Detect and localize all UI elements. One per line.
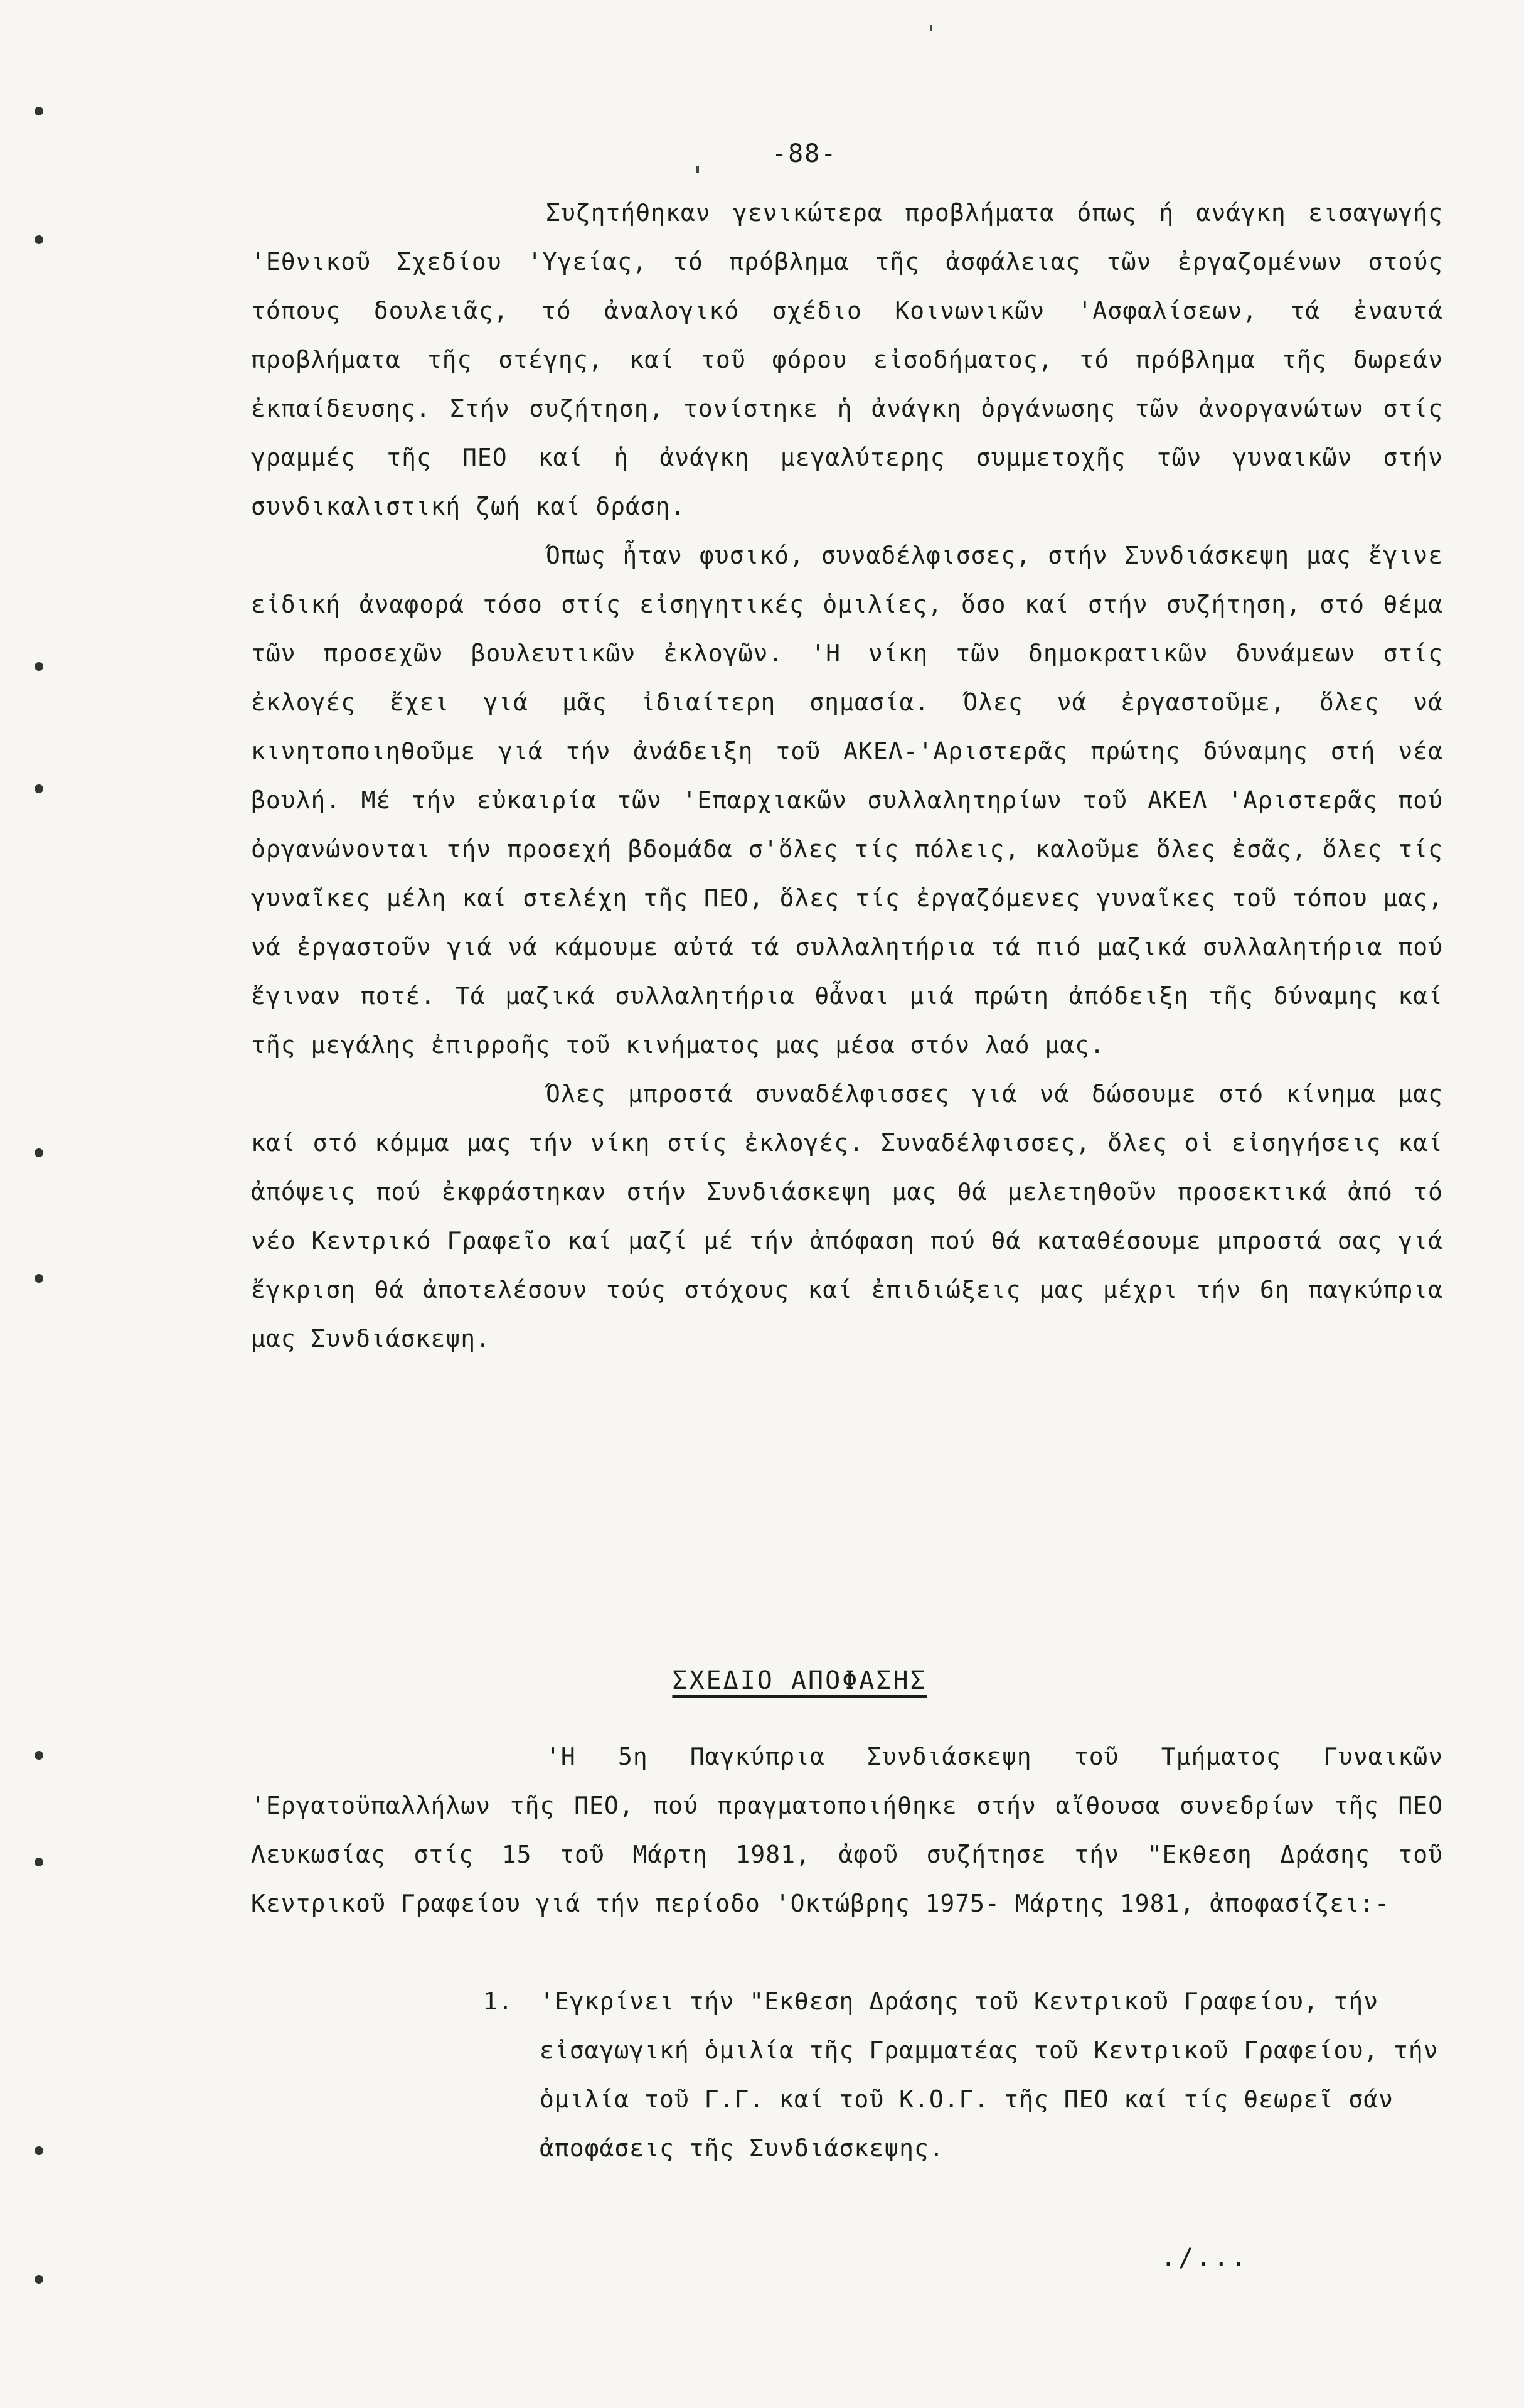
scan-speck: [35, 2275, 43, 2284]
scan-speck: [930, 25, 932, 31]
section-heading: ΣΧΕΔΙΟ ΑΠΟΦΑΣΗΣ: [672, 1666, 927, 1695]
scan-speck: [35, 784, 43, 793]
scan-speck: [35, 1274, 43, 1283]
scan-speck: [35, 1858, 43, 1866]
decision-item-number: 1.: [483, 1988, 513, 2015]
decision-item-1: [483, 1977, 1468, 2173]
scan-speck: [35, 1751, 43, 1760]
decision-intro: 'Η 5η Παγκύπρια Συνδιάσκεψη τοῦ Τμήματος Γυναικῶν 'Εργατοϋπαλλήλων τῆς ΠΕΟ, πού πραγματοποιήθηκε στήν αἴθουσα συνεδρίων τῆς ΠΕΟ Λευκωσίας στίς 15 τοῦ Μάρτη 1981, ἀφοῦ συζήτησε τήν "Εκθεση Δράσης τοῦ Κεντρικοῦ Γραφείου γιά τήν περίοδο 'Οκτώβρης 1975- Μάρτης 1981, ἀποφασίζει:-: [251, 1743, 1443, 1917]
paragraph-discussion: Συζητήθηκαν γενικώτερα προβλήματα όπως ή ανάγκη εισαγωγής 'Εθνικοῦ Σχεδίου 'Υγείας, τό πρόβλημα τῆς ἀσφάλειας τῶν ἐργαζομένων στούς τόπους δουλειᾶς, τό ἀναλογικό σχέδιο Κοινωνικῶν 'Ασφαλίσεων, τά ἐναυτά προβλήματα τῆς στέγης, καί τοῦ φόρου εἰσοδήματος, τό πρόβλημα τῆς δωρεάν ἐκπαίδευσης. Στήν συζήτηση, τονίστηκε ἡ ἀνάγκη ὀργάνωσης τῶν ἀνοργανώτων στίς γραμμές τῆς ΠΕΟ καί ἡ ἀνάγκη μεγαλύτερης συμμετοχῆς τῶν γυναικῶν στήν συνδικαλιστική ζωή καί δράση.: [251, 199, 1443, 520]
paragraph-call-to-action: Όλες μπροστά συναδέλφισσες γιά νά δώσουμε στό κίνημα μας καί στό κόμμα μας τήν νίκη στίς ἐκλογές. Συναδέλφισσες, ὅλες οἱ εἰσηγήσεις καί ἀπόψεις πού ἐκφράστηκαν στήν Συνδιάσκεψη μας θά μελετηθοῦν προσεκτικά ἀπό τό νέο Κεντρικό Γραφεῖο καί μαζί μέ τήν ἀπόφαση πού θά καταθέσουμε μπροστά σας γιά ἔγκριση θά ἀποτελέσουν τούς στόχους καί ἐπιδιώξεις μας μέχρι τήν 6η παγκύπρια μας Συνδιάσκεψη.: [251, 1080, 1443, 1352]
decision-intro-block: [251, 1732, 1443, 1928]
paragraph-elections: Όπως ἦταν φυσικό, συναδέλφισσες, στήν Συνδιάσκεψη μας ἔγινε εἰδική ἀναφορά τόσο στίς εἰσηγητικές ὁμιλίες, ὅσο καί στήν συζήτηση, στό θέμα τῶν προσεχῶν βουλευτικῶν ἐκλογῶν. 'Η νίκη τῶν δημοκρατικῶν δυνάμεων στίς ἐκλογές ἔχει γιά μᾶς ἰδιαίτερη σημασία. Όλες νά ἐργαστοῦμε, ὅλες νά κινητοποιηθοῦμε γιά τήν ἀνάδειξη τοῦ ΑΚΕΛ-'Αριστερᾶς πρώτης δύναμης στή νέα βουλή. Μέ τήν εὐκαιρία τῶν 'Επαρχιακῶν συλλαλητηρίων τοῦ ΑΚΕΛ 'Αριστερᾶς πού ὀργανώνονται τήν προσεχή βδομάδα σ'ὅλες τίς πόλεις, καλοῦμε ὅλες ἐσᾶς, ὅλες τίς γυναῖκες μέλη καί στελέχη τῆς ΠΕΟ, ὅλες τίς ἐργαζόμενες γυναῖκες τοῦ τόπου μας, νά ἐργαστοῦν γιά νά κάμουμε αὐτά τά συλλαλητήρια τά πιό μαζικά συλλαλητήρια πού ἔγιναν ποτέ. Τά μαζικά συλλαλητήρια θἆναι μιά πρώτη ἀπόδειξη τῆς δύναμης καί τῆς μεγάλης ἐπιρροῆς τοῦ κινήματος μας μέσα στόν λαό μας.: [251, 542, 1443, 1059]
scan-speck: [35, 1148, 43, 1157]
body-text: [251, 188, 1443, 1363]
scan-speck: [696, 166, 699, 173]
heading-wrap: [0, 1666, 1524, 1695]
decision-item-text: 'Εγκρίνει τήν "Εκθεση Δράσης τοῦ Κεντρικοῦ Γραφείου, τήν εἰσαγωγική ὁμιλία τῆς Γραμματέας τοῦ Κεντρικοῦ Γραφείου, τήν ὁμιλία τοῦ Γ.Γ. καί τοῦ Κ.Ο.Γ. τῆς ΠΕΟ καί τίς θεωρεῖ σάν ἀποφάσεις τῆς Συνδιάσκεψης.: [540, 1988, 1439, 2162]
scan-speck: [35, 662, 43, 671]
scan-speck: [35, 235, 43, 244]
page-number: -88-: [772, 139, 838, 168]
scan-speck: [35, 107, 43, 115]
continuation-mark: ./...: [1161, 2244, 1249, 2272]
scan-speck: [35, 2146, 43, 2155]
